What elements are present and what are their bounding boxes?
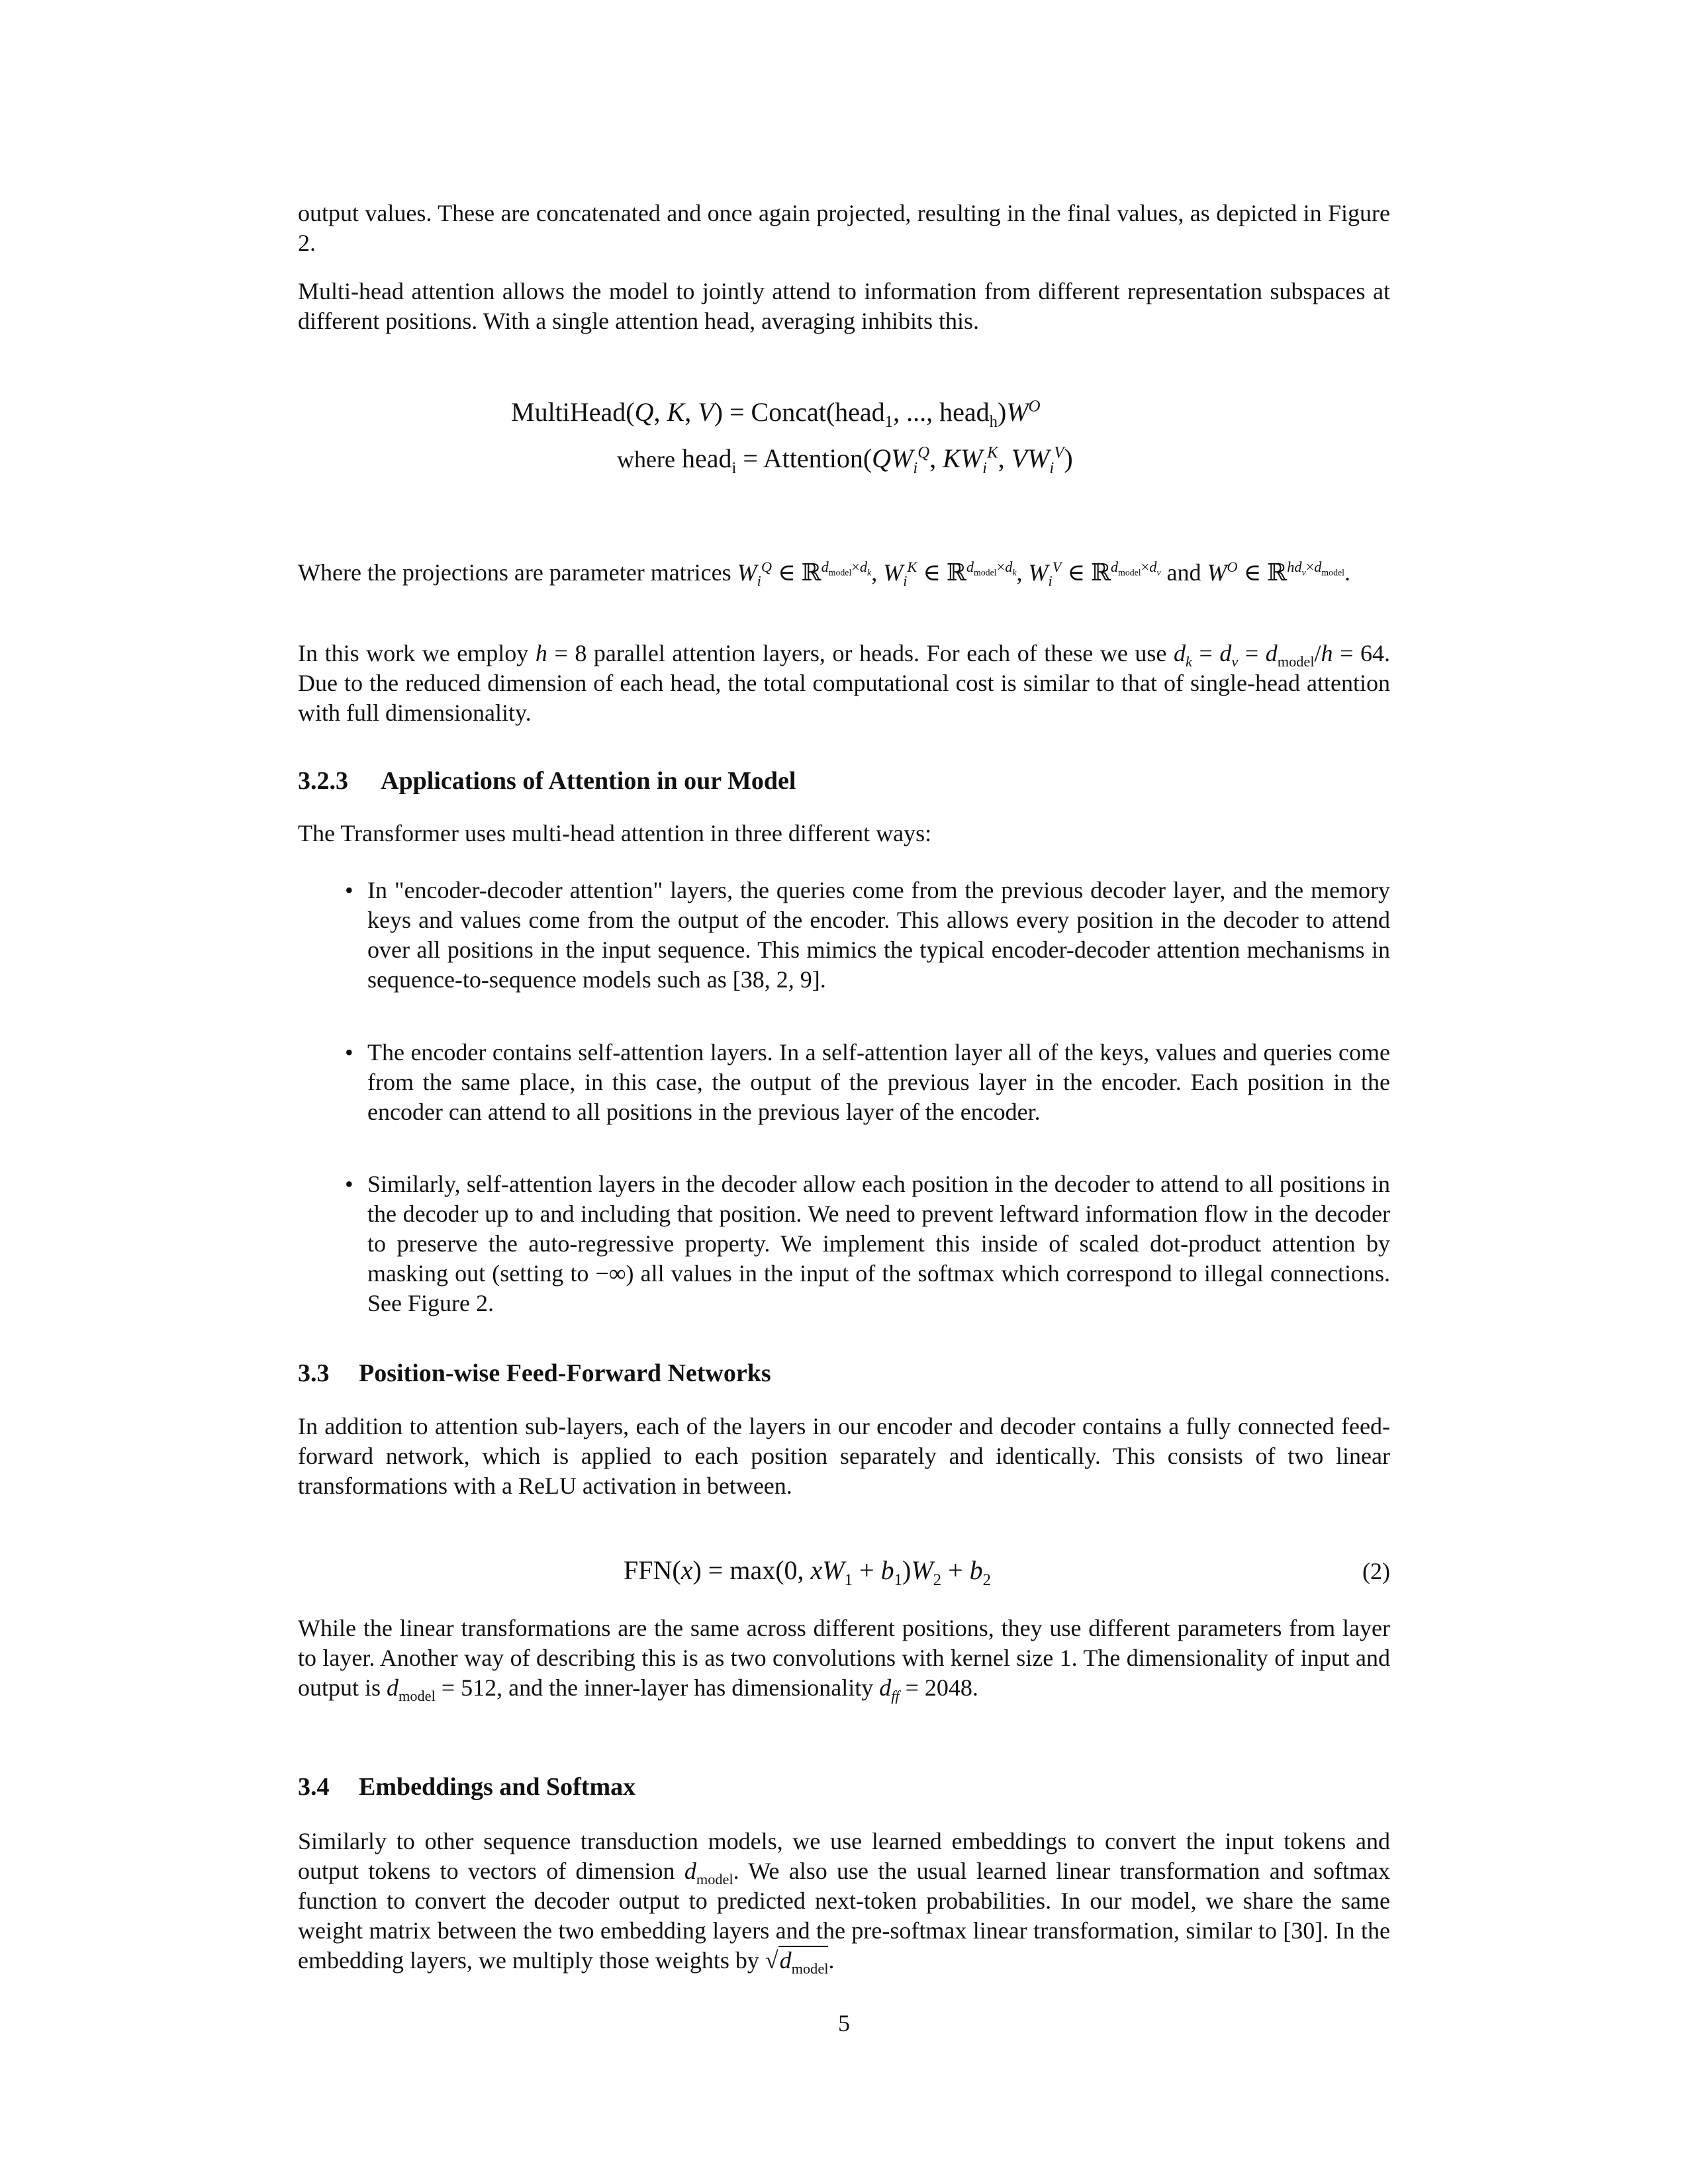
- equation-where-label: where: [617, 446, 675, 473]
- paragraph-three-ways: The Transformer uses multi-head attention in three different ways:: [298, 820, 932, 846]
- section-number-3-2-3: 3.2.3: [298, 767, 348, 795]
- equation-ffn: FFN(x) = max(0, $xW_1 + b_1)W_2 + b_2$: [624, 1555, 992, 1589]
- equation-number-2: (2): [1362, 1558, 1390, 1584]
- section-number-3-3: 3.3: [298, 1359, 330, 1387]
- section-heading-3-4: [298, 1772, 635, 1802]
- paragraph-ffn-intro: In addition to attention sub-layers, each of the layers in our encoder and decoder contains a fully connected feed-forward network, which is applied to each position separately and identically. This consists of two linear transformations with a ReLU activation in between.: [298, 1413, 1390, 1499]
- section-heading-3-2-3: [298, 766, 796, 796]
- projections-text-b: and: [1166, 559, 1201, 586]
- projections-text-a: Where the projections are parameter matrices: [298, 559, 731, 586]
- paragraph-heads: In this work we employ h = 8 parallel attention layers, or heads. For each of these we use $d_k = d_v = d_{model}/h = 64$. Due to the reduced dimension of each head, the total computational cost is similar to that of single-head attention with full dimensionality.: [298, 640, 1391, 726]
- equation-multihead: MultiHead(Q, K, V) = Concat(head$_1$, ..., $head_h)W^O$: [511, 397, 1041, 431]
- paragraph-multihead-intro: Multi-head attention allows the model to jointly attend to information from different representation subspaces at different positions. With a single attention head, averaging inhibits this.: [298, 278, 1390, 334]
- paragraph-projections: Where the projections are parameter matrices $W_i^Q$ ∈ ℝ$^{d_{model}\times d_k}$, $W_i^K$ ∈ ℝ$^{d_{model}\times d_k}$, $W_i^V$ ∈ ℝ$^{d_{model}\times d_v}$ and $W^O$ ∈ ℝ$^{hd_v\times d_{model}}$.: [298, 559, 1350, 590]
- section-heading-3-3: [298, 1358, 771, 1388]
- heads-text-a: In this work we employ: [298, 640, 529, 666]
- heads-text-c: . Due to the reduced dimension of each head, the total computational cost is similar to that of single-head attention with full dimensionality.: [298, 640, 1391, 726]
- ffn-dimensions-text-a: While the linear transformations are the same across different positions, they use different parameters from layer to layer. Another way of describing this is as two convolutions with kernel size 1. The dimensionality of input and output is: [298, 1615, 1390, 1701]
- heads-text-b: parallel attention layers, or heads. For each of these we use: [593, 640, 1167, 666]
- bullet-encoder-decoder-attention: • In "encoder-decoder attention" layers, the queries come from the previous decoder layer, and the memory keys and values come from the output of the encoder. This allows every position in the decoder to attend over all positions in the input sequence. This mimics the typical encoder-decoder attention mechanisms in sequence-to-sequence models such as [38, 2, 9].: [367, 876, 1390, 995]
- bullet-encoder-self-attention: • The encoder contains self-attention layers. In a self-attention layer all of the keys, values and queries come from the same place, in this case, the output of the previous layer in the encoder. Each position in the encoder can attend to all positions in the previous layer of the encoder.: [367, 1038, 1390, 1127]
- ffn-dimensions-text-b: , and the inner-layer has dimensionality: [496, 1674, 874, 1701]
- section-number-3-4: 3.4: [298, 1773, 330, 1801]
- section-title-3-2-3: Applications of Attention in our Model: [381, 767, 796, 795]
- page-number: 5: [838, 2010, 850, 2036]
- embeddings-text-b: . We also use the usual learned linear transformation and softmax function to convert the decoder output to predicted next-token probabilities. In our model, we share the same weight matrix between the two embedding layers and the pre-softmax linear transformation, similar to [30]. In the embedding layers, we multiply those weights by: [298, 1858, 1391, 1974]
- equation-head-definition: where head$_i$ = $Attention(QW_i^Q$, $KW_i^K$, $VW_i^V$): [617, 443, 1073, 477]
- paragraph-ffn-dimensions: While the linear transformations are the same across different positions, they use different parameters from layer to layer. Another way of describing this is as two convolutions with kernel size 1. The dimensionality of input and output is $d_{model} = 512$, and the inner-layer has dimensionality $d_{ff} = 2048$.: [298, 1615, 1390, 1705]
- section-title-3-4: Embeddings and Softmax: [359, 1773, 636, 1801]
- section-title-3-3: Position-wise Feed-Forward Networks: [359, 1359, 771, 1387]
- embeddings-text-a: Similarly to other sequence transduction models, we use learned embeddings to convert the input tokens and output tokens to vectors of dimension: [298, 1828, 1390, 1884]
- paragraph-output-values: output values. These are concatenated and once again projected, resulting in the final values, as depicted in Figure 2.: [298, 200, 1390, 256]
- paragraph-embeddings: Similarly to other sequence transduction models, we use learned embeddings to convert the input tokens and output tokens to vectors of dimension $d_{model}$. We also use the usual learned linear transformation and softmax function to convert the decoder output to predicted next-token probabilities. In our model, we share the same weight matrix between the two embedding layers and the pre-softmax linear transformation, similar to [30]. In the embedding layers, we multiply those weights by $√d_{model}$.: [298, 1828, 1391, 1978]
- bullet-decoder-self-attention: • Similarly, self-attention layers in the decoder allow each position in the decoder to attend to all positions in the decoder up to and including that position. We need to prevent leftward information flow in the decoder to preserve the auto-regressive property. We implement this inside of scaled dot-product attention by masking out (setting to −∞) all values in the input of the softmax which correspond to illegal connections. See Figure 2.: [367, 1169, 1390, 1318]
